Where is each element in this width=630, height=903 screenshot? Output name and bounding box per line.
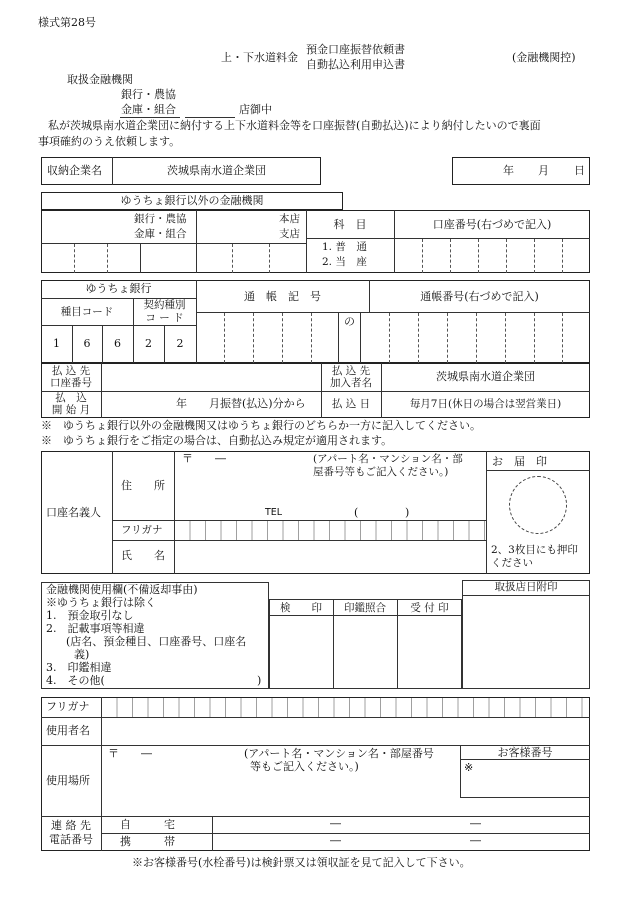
branch-label2: 支店: [279, 228, 300, 240]
holder-label: 口座名義人: [46, 506, 101, 519]
reason-4-close: ): [257, 674, 262, 687]
address-label: 住 所: [121, 479, 165, 492]
customer-number-mark: ※: [464, 761, 474, 774]
mobile-dash-2: ―: [470, 834, 481, 847]
reason-2-detail1: (店名、預金種目、口座番号、口座名: [66, 635, 247, 648]
payee-name: 茨城県南水道企業団: [167, 164, 266, 177]
note-1: ※ ゆうちょ銀行以外の金融機関又はゆうちょ銀行のどちらか一方に記入してください。: [41, 419, 481, 432]
tel-label: TEL: [265, 507, 283, 518]
customer-number-label: お客様番号: [497, 746, 553, 759]
title-line2: 自動払込利用申込書: [306, 58, 405, 71]
seal-note1: 2、3枚目にも押印: [491, 544, 578, 556]
mobile-phone-input[interactable]: [213, 834, 589, 850]
branch-stamp-title: 取扱店日附印: [494, 581, 558, 593]
col-receipt-seal: 受 付 印: [410, 602, 449, 614]
dest-name-label1: 払 込 先: [331, 365, 371, 377]
tel-paren-close: ): [405, 506, 410, 519]
dest-account-label2: 口座番号: [50, 377, 92, 389]
name-input[interactable]: [176, 542, 484, 572]
day-label: 払 込 日: [331, 398, 371, 410]
place-note2: 等もご記入ください。): [250, 760, 359, 773]
date-month-label: 月: [538, 164, 549, 177]
address-input[interactable]: [176, 453, 484, 519]
start-month-label2: 開 始 月: [51, 404, 91, 416]
home-phone-input[interactable]: [213, 817, 589, 833]
day-value: 毎月7日(休日の場合は翌営業日): [409, 398, 562, 410]
reason-2-detail2: 義): [74, 648, 90, 661]
reason-2: 2. 記載事項等相違: [46, 622, 145, 635]
name-label: 氏 名: [121, 549, 165, 562]
customer-number-input[interactable]: [461, 760, 589, 796]
payee-label: 収納企業名: [47, 164, 102, 177]
bank-use-title: 金融機関使用欄(不備返却事由): [46, 583, 198, 596]
other-bank-title: ゆうちょ銀行以外の金融機関: [120, 194, 264, 207]
use-place-label: 使用場所: [46, 774, 90, 787]
bank-type-label2: 金庫・組合: [134, 228, 187, 240]
branch-label1: 本店: [279, 213, 300, 225]
subject-label: 科 目: [333, 218, 367, 231]
address-note2: 屋番号等もご記入ください。): [313, 466, 449, 478]
user-postal-mark: 〒 ―: [108, 747, 152, 760]
date-year-label: 年: [503, 164, 514, 177]
user-furigana-label: フリガナ: [46, 700, 90, 713]
seal-title: お 届 印: [492, 455, 547, 468]
type-code-digit: 6: [83, 337, 91, 350]
addressee-bank-type: 銀行・農協: [121, 88, 176, 101]
title-line1: 預金口座振替依頼書: [306, 43, 405, 56]
furigana-input[interactable]: [175, 521, 485, 540]
dest-account-label1: 払 込 先: [51, 365, 91, 377]
intro-text-line2: 事項確約のうえ依頼します。: [38, 135, 181, 148]
seal-circle[interactable]: [509, 476, 567, 534]
subject-option-ordinary[interactable]: 1. 普 通: [322, 241, 367, 253]
dest-name-value: 茨城県南水道企業団: [436, 370, 535, 383]
col-seal-check: 印鑑照合: [344, 602, 386, 614]
start-month-label1: 払 込: [55, 392, 87, 404]
dest-name-label2: 加入者名: [330, 377, 372, 389]
mobile-dash-1: ―: [330, 834, 341, 847]
yucho-title: ゆうちょ銀行: [85, 282, 152, 295]
passbook-code-label: 通 帳 記 号: [244, 290, 321, 303]
addressee-suffix: 店御中: [239, 103, 272, 116]
home-dash-2: ―: [470, 817, 481, 830]
use-place-input[interactable]: [102, 776, 458, 815]
reason-1: 1. 預金取引なし: [46, 609, 134, 622]
home-dash-1: ―: [330, 817, 341, 830]
reason-3: 3. 印鑑相違: [46, 661, 112, 674]
type-code-digit: 6: [114, 337, 121, 350]
note-2: ※ ゆうちょ銀行をご指定の場合は、自動払込み規定が適用されます。: [41, 434, 393, 447]
user-name-input[interactable]: [102, 718, 589, 745]
application-date-field[interactable]: [452, 157, 590, 185]
col-inspection-seal: 検 印: [280, 602, 322, 614]
addressee-bank-type2: 金庫・組合: [121, 103, 176, 116]
contract-code-label1: 契約種別: [143, 299, 186, 311]
account-number-label: 口座番号(右づめで記入): [432, 218, 552, 231]
user-furigana-input[interactable]: [102, 698, 589, 717]
contract-code-digit: 2: [176, 337, 184, 350]
bank-use-note: ※ゆうちょ銀行は除く: [46, 596, 156, 609]
footer-note: ※お客様番号(水栓番号)は検針票又は領収証を見て記入して下さい。: [132, 856, 471, 869]
copy-label: (金融機関控): [512, 51, 576, 64]
passbook-number-label: 通帳番号(右づめで記入): [420, 290, 539, 303]
address-note1: (アパート名・マンション名・部: [313, 453, 463, 465]
bank-type-label1: 銀行・農協: [134, 213, 187, 225]
subject-option-current[interactable]: 2. 当 座: [322, 256, 367, 268]
addressee-label: 取扱金融機関: [67, 73, 133, 86]
title-prefix: 上・下水道料金: [221, 51, 298, 64]
intro-text-line1: 私が茨城県南水道企業団に納付する上下水道料金等を口座振替(自動払込)により納付したいので裏面: [48, 119, 541, 132]
reason-4: 4. その他(: [46, 674, 105, 687]
form-number: 様式第28号: [38, 16, 96, 29]
tel-paren-open: (: [354, 506, 359, 519]
branch-stamp-box: [462, 580, 590, 689]
type-code-label: 種目コード: [60, 306, 114, 318]
seal-note2: ください: [491, 557, 533, 569]
postal-mark: 〒 ―: [182, 452, 226, 465]
contact-label2: 電話番号: [49, 833, 93, 846]
contact-label1: 連 絡 先: [51, 819, 91, 832]
contract-code-label2: コ ー ド: [145, 312, 184, 324]
start-month-value[interactable]: 年 月振替(払込)分から: [176, 397, 306, 410]
user-name-label: 使用者名: [46, 724, 90, 737]
date-day-label: 日: [574, 164, 585, 177]
type-code-digit: 1: [53, 337, 60, 350]
home-phone-label: 自 宅: [120, 818, 175, 831]
mobile-phone-label: 携 帯: [120, 835, 175, 848]
place-note1: (アパート名・マンション名・部屋番号: [244, 747, 434, 760]
no-char: の: [344, 315, 355, 328]
furigana-label: フリガナ: [121, 524, 163, 536]
contract-code-digit: 2: [145, 337, 152, 350]
